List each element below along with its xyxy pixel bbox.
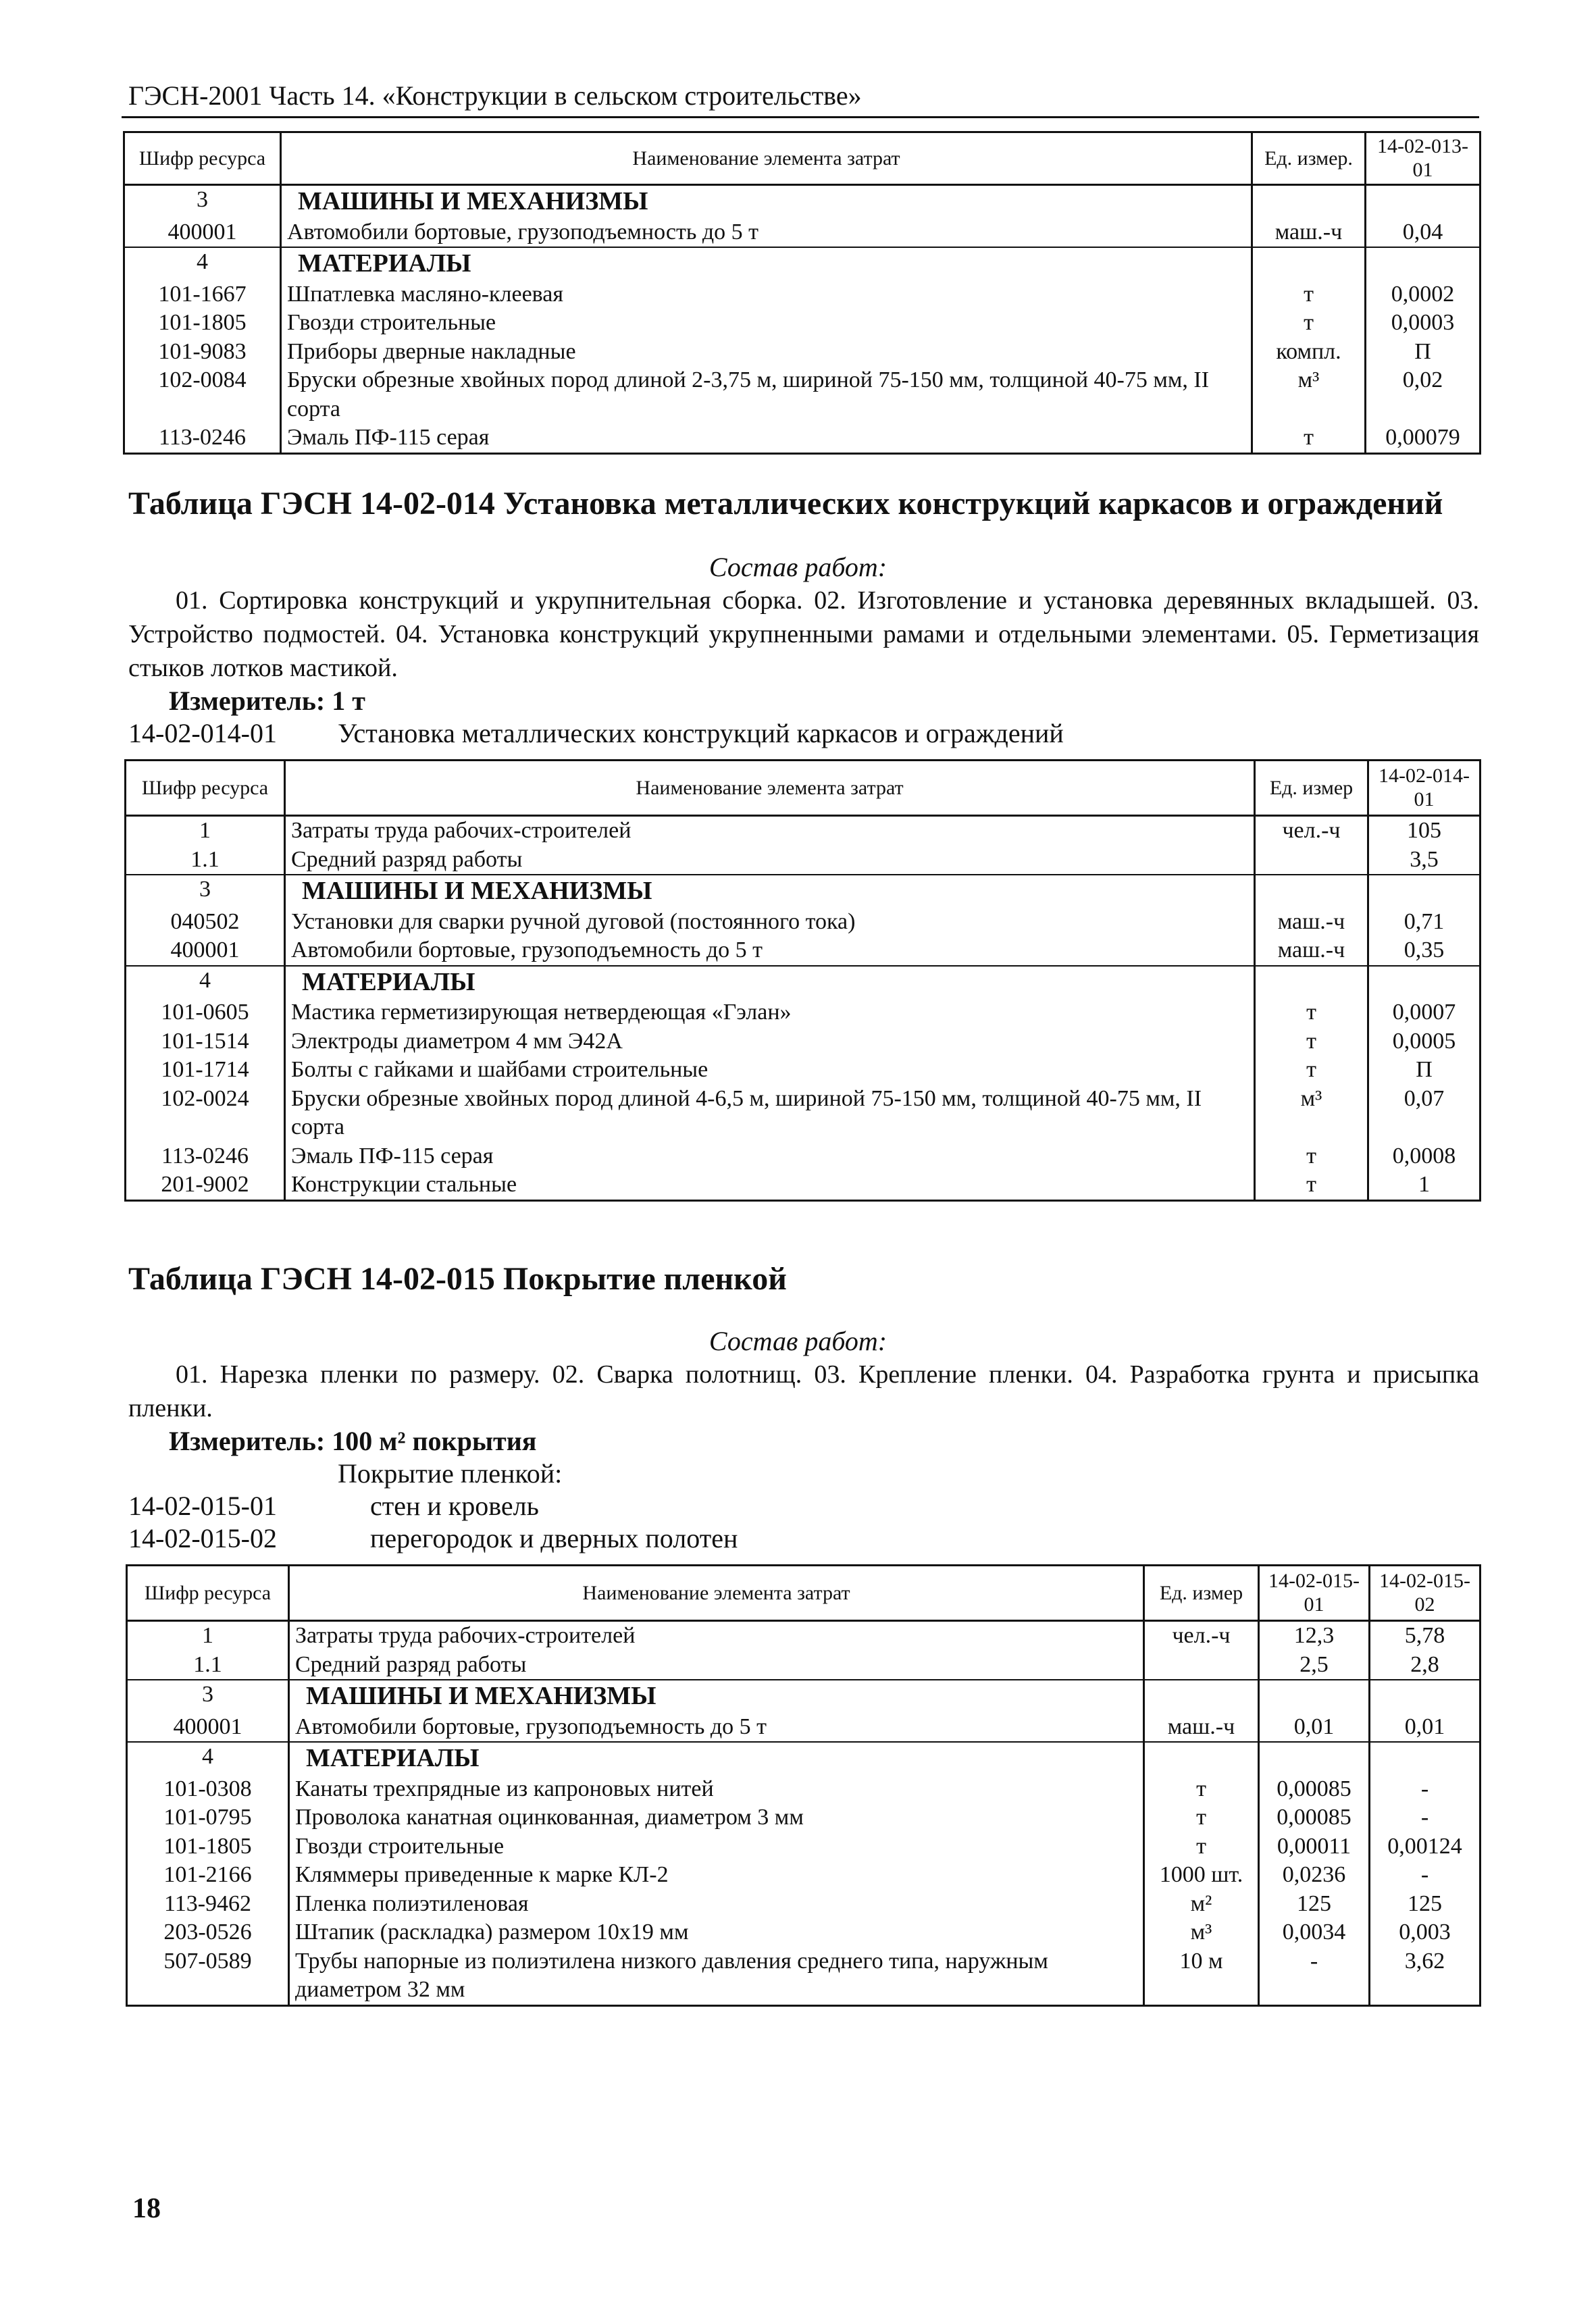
resource-code: 1.1 <box>127 1651 289 1680</box>
norm-value-1 <box>1368 875 1481 908</box>
resource-unit <box>1144 1651 1259 1680</box>
col-header-name: Наименование элемента затрат <box>289 1566 1144 1621</box>
resource-name: МАШИНЫ И МЕХАНИЗМЫ <box>281 185 1252 218</box>
resource-unit: компл. <box>1252 338 1366 367</box>
work-heading-015: Состав работ: <box>709 1326 887 1356</box>
col-header-norm: 14-02-014-01 <box>1368 761 1481 816</box>
resource-name: Электроды диаметром 4 мм Э42А <box>285 1027 1255 1056</box>
table-row <box>126 908 1481 937</box>
norm-value-1: 0,0236 <box>1259 1861 1370 1890</box>
resource-code: 400001 <box>124 218 281 248</box>
norm-value-2: 5,78 <box>1370 1621 1481 1651</box>
resource-name: Средний разряд работы <box>289 1651 1144 1680</box>
resource-code: 101-0308 <box>127 1775 289 1804</box>
resource-name: Гвозди строительные <box>281 309 1252 338</box>
table-row <box>126 846 1481 875</box>
resource-unit <box>1252 185 1366 218</box>
table-row <box>127 1803 1481 1832</box>
norm-value-2 <box>1370 1680 1481 1713</box>
norm-code: 14-02-015-02 <box>128 1523 277 1553</box>
col-header-name: Наименование элемента затрат <box>285 761 1255 816</box>
resource-unit: м³ <box>1144 1918 1259 1947</box>
resource-code: 400001 <box>127 1713 289 1743</box>
norm-value-2: 0,01 <box>1370 1713 1481 1743</box>
table-row <box>127 1651 1481 1680</box>
resource-code: 101-1667 <box>124 280 281 309</box>
norm-value-1: 12,3 <box>1259 1621 1370 1651</box>
resource-unit: т <box>1144 1775 1259 1804</box>
norm-value-1: 0,0007 <box>1368 998 1481 1027</box>
resource-unit <box>1255 846 1368 875</box>
table-row <box>124 280 1481 309</box>
resource-code: 113-0246 <box>126 1142 285 1171</box>
norm-value-1: 3,5 <box>1368 846 1481 875</box>
norm-value-1: 0,0034 <box>1259 1918 1370 1947</box>
norm-value-1 <box>1259 1742 1370 1775</box>
resource-name: Конструкции стальные <box>285 1171 1255 1200</box>
col-header-unit: Ед. измер <box>1144 1566 1259 1621</box>
norm-value-2: 0,00124 <box>1370 1832 1481 1861</box>
norm-value-1: 0,04 <box>1366 218 1481 248</box>
table-header-row <box>127 1566 1481 1621</box>
table-row <box>127 1775 1481 1804</box>
norm-value-2: 125 <box>1370 1890 1481 1919</box>
resource-code: 4 <box>127 1742 289 1775</box>
norm-value-1: П <box>1366 338 1481 367</box>
resource-code: 101-0605 <box>126 998 285 1027</box>
resource-unit: т <box>1144 1832 1259 1861</box>
table-row <box>126 1085 1481 1142</box>
resource-code: 101-1714 <box>126 1056 285 1085</box>
resource-name: Эмаль ПФ-115 серая <box>285 1142 1255 1171</box>
resource-name: Канаты трехпрядные из капроновых нитей <box>289 1775 1144 1804</box>
norm-value-1: 0,71 <box>1368 908 1481 937</box>
resource-unit: т <box>1255 1171 1368 1200</box>
resource-unit: м² <box>1144 1890 1259 1919</box>
col-header-norm-1: 14-02-015-01 <box>1259 1566 1370 1621</box>
table-header-row <box>126 761 1481 816</box>
table-row <box>124 218 1481 248</box>
resource-name: Автомобили бортовые, грузоподъемность до 5 т <box>281 218 1252 248</box>
resource-code: 1 <box>126 816 285 846</box>
measure-value: 1 т <box>332 686 365 716</box>
resource-code: 102-0024 <box>126 1085 285 1142</box>
page-number: 18 <box>132 2193 161 2224</box>
norm-value-2 <box>1370 1742 1481 1775</box>
table-row <box>127 1918 1481 1947</box>
resource-name: Эмаль ПФ-115 серая <box>281 423 1252 453</box>
resource-code: 201-9002 <box>126 1171 285 1200</box>
table-row <box>127 1861 1481 1890</box>
resource-code: 1.1 <box>126 846 285 875</box>
resource-unit: т <box>1144 1803 1259 1832</box>
resource-unit <box>1144 1680 1259 1713</box>
table-row <box>126 1056 1481 1085</box>
col-header-norm: 14-02-013-01 <box>1366 132 1481 185</box>
measure-label: Измеритель: <box>169 686 326 716</box>
resource-name: Автомобили бортовые, грузоподъемность до 5 т <box>289 1713 1144 1743</box>
measure-015 <box>169 1425 536 1457</box>
norm-value-1 <box>1366 185 1481 218</box>
resource-code: 4 <box>124 247 281 280</box>
norm-value-1: 1 <box>1368 1171 1481 1200</box>
table-row <box>126 816 1481 846</box>
norm-group-label: Покрытие пленкой: <box>338 1458 563 1489</box>
resource-unit: 10 м <box>1144 1947 1259 2006</box>
resource-code: 101-1514 <box>126 1027 285 1056</box>
table-row <box>127 1621 1481 1651</box>
norm-value-2: 2,8 <box>1370 1651 1481 1680</box>
resource-unit: маш.-ч <box>1255 936 1368 966</box>
resource-name: Средний разряд работы <box>285 846 1255 875</box>
running-header: ГЭСН-2001 Часть 14. «Конструкции в сельском строительстве» <box>128 80 862 111</box>
resource-name: Шпатлевка масляно-клеевая <box>281 280 1252 309</box>
resource-name: Бруски обрезные хвойных пород длиной 2-3,75 м, шириной 75-150 мм, толщиной 40-75 мм, II сорта <box>281 366 1252 423</box>
resource-code: 102-0084 <box>124 366 281 423</box>
resource-unit: т <box>1255 998 1368 1027</box>
table-row <box>124 423 1481 453</box>
resource-code: 040502 <box>126 908 285 937</box>
norm-value-1: 0,0008 <box>1368 1142 1481 1171</box>
resource-table-013 <box>123 131 1481 455</box>
resource-code: 113-9462 <box>127 1890 289 1919</box>
resource-name: Мастика герметизирующая нетвердеющая «Гэлан» <box>285 998 1255 1027</box>
resource-unit <box>1255 966 1368 999</box>
resource-name: Затраты труда рабочих-строителей <box>289 1621 1144 1651</box>
norm-value-1: 0,07 <box>1368 1085 1481 1142</box>
resource-name: МАТЕРИАЛЫ <box>281 247 1252 280</box>
table-row <box>124 309 1481 338</box>
resource-code: 203-0526 <box>127 1918 289 1947</box>
norm-value-1: 0,00085 <box>1259 1803 1370 1832</box>
resource-name: Гвозди строительные <box>289 1832 1144 1861</box>
resource-unit: т <box>1252 309 1366 338</box>
resource-name: Трубы напорные из полиэтилена низкого давления среднего типа, наружным диаметром 32 мм <box>289 1947 1144 2006</box>
resource-unit: т <box>1255 1142 1368 1171</box>
norm-value-1: 0,00079 <box>1366 423 1481 453</box>
resource-code: 101-1805 <box>124 309 281 338</box>
resource-unit: чел.-ч <box>1144 1621 1259 1651</box>
resource-name: Автомобили бортовые, грузоподъемность до 5 т <box>285 936 1255 966</box>
norm-value-1: 0,35 <box>1368 936 1481 966</box>
norm-value-2: - <box>1370 1861 1481 1890</box>
section-row <box>126 875 1481 908</box>
norm-value-2: 0,003 <box>1370 1918 1481 1947</box>
resource-code: 3 <box>126 875 285 908</box>
resource-name: МАТЕРИАЛЫ <box>289 1742 1144 1775</box>
col-header-name: Наименование элемента затрат <box>281 132 1252 185</box>
table-row <box>124 366 1481 423</box>
col-header-code: Шифр ресурса <box>127 1566 289 1621</box>
resource-table-014 <box>124 759 1481 1202</box>
norm-value-1: - <box>1259 1947 1370 2006</box>
col-header-norm-2: 14-02-015-02 <box>1370 1566 1481 1621</box>
resource-name: МАШИНЫ И МЕХАНИЗМЫ <box>289 1680 1144 1713</box>
resource-code: 101-0795 <box>127 1803 289 1832</box>
table-row <box>127 1890 1481 1919</box>
resource-unit: м³ <box>1252 366 1366 423</box>
resource-unit: маш.-ч <box>1255 908 1368 937</box>
col-header-code: Шифр ресурса <box>126 761 285 816</box>
measure-014 <box>169 685 365 717</box>
resource-unit: т <box>1252 280 1366 309</box>
col-header-unit: Ед. измер. <box>1252 132 1366 185</box>
measure-label: Измеритель: <box>169 1426 326 1456</box>
norm-value-2: - <box>1370 1775 1481 1804</box>
header-rule <box>122 116 1479 118</box>
resource-code: 3 <box>127 1680 289 1713</box>
resource-table-015 <box>126 1564 1481 2007</box>
resource-name: МАШИНЫ И МЕХАНИЗМЫ <box>285 875 1255 908</box>
section-title-014: Таблица ГЭСН 14-02-014 Установка металлических конструкций каркасов и ограждений <box>128 486 1443 521</box>
norm-code: 14-02-015-01 <box>128 1491 277 1521</box>
resource-code: 1 <box>127 1621 289 1651</box>
norm-value-1: 125 <box>1259 1890 1370 1919</box>
col-header-code: Шифр ресурса <box>124 132 281 185</box>
table-row <box>127 1832 1481 1861</box>
resource-unit: 1000 шт. <box>1144 1861 1259 1890</box>
norm-value-1: 0,00085 <box>1259 1775 1370 1804</box>
norm-value-1: 0,0005 <box>1368 1027 1481 1056</box>
table-row <box>127 1947 1481 2006</box>
section-title-015: Таблица ГЭСН 14-02-015 Покрытие пленкой <box>128 1261 787 1297</box>
section-row <box>127 1680 1481 1713</box>
norm-code: 14-02-014-01 <box>128 718 277 748</box>
norm-name: стен и кровель <box>370 1491 539 1521</box>
resource-name: Бруски обрезные хвойных пород длиной 4-6,5 м, шириной 75-150 мм, толщиной 40-75 мм, II сорта <box>285 1085 1255 1142</box>
resource-code: 101-9083 <box>124 338 281 367</box>
resource-code: 4 <box>126 966 285 999</box>
resource-name: Установки для сварки ручной дуговой (постоянного тока) <box>285 908 1255 937</box>
norm-name: перегородок и дверных полотен <box>370 1523 738 1553</box>
resource-code: 3 <box>124 185 281 218</box>
table-row <box>126 1171 1481 1200</box>
resource-unit <box>1144 1742 1259 1775</box>
resource-unit: маш.-ч <box>1252 218 1366 248</box>
norm-value-1 <box>1259 1680 1370 1713</box>
resource-code: 101-1805 <box>127 1832 289 1861</box>
resource-name: Пленка полиэтиленовая <box>289 1890 1144 1919</box>
norm-value-1: П <box>1368 1056 1481 1085</box>
section-row <box>124 247 1481 280</box>
resource-name: Проволока канатная оцинкованная, диаметром 3 мм <box>289 1803 1144 1832</box>
resource-name: Затраты труда рабочих-строителей <box>285 816 1255 846</box>
measure-value: 100 м² покрытия <box>332 1426 537 1456</box>
table-row <box>126 998 1481 1027</box>
resource-unit: маш.-ч <box>1144 1713 1259 1743</box>
section-row <box>127 1742 1481 1775</box>
table-header-row <box>124 132 1481 185</box>
table-row <box>126 1027 1481 1056</box>
resource-code: 400001 <box>126 936 285 966</box>
resource-unit <box>1255 875 1368 908</box>
resource-unit: м³ <box>1255 1085 1368 1142</box>
resource-unit: чел.-ч <box>1255 816 1368 846</box>
table-row <box>126 936 1481 966</box>
table-row <box>124 338 1481 367</box>
work-heading-014: Состав работ: <box>709 552 887 582</box>
work-text-015: 01. Нарезка пленки по размеру. 02. Сварка полотнищ. 03. Крепление пленки. 04. Разработка грунта и присыпка пленки. <box>128 1360 1479 1422</box>
resource-unit <box>1252 247 1366 280</box>
resource-name: Приборы дверные накладные <box>281 338 1252 367</box>
norm-value-1: 0,0003 <box>1366 309 1481 338</box>
norm-value-2: - <box>1370 1803 1481 1832</box>
resource-code: 113-0246 <box>124 423 281 453</box>
norm-value-1 <box>1366 247 1481 280</box>
section-row <box>126 966 1481 999</box>
norm-value-1: 0,00011 <box>1259 1832 1370 1861</box>
table-row <box>127 1713 1481 1743</box>
resource-name: Штапик (раскладка) размером 10х19 мм <box>289 1918 1144 1947</box>
section-row <box>124 185 1481 218</box>
norm-value-1: 2,5 <box>1259 1651 1370 1680</box>
col-header-unit: Ед. измер <box>1255 761 1368 816</box>
resource-name: МАТЕРИАЛЫ <box>285 966 1255 999</box>
resource-unit: т <box>1255 1027 1368 1056</box>
norm-value-1: 0,01 <box>1259 1713 1370 1743</box>
norm-value-2: 3,62 <box>1370 1947 1481 2006</box>
resource-code: 101-2166 <box>127 1861 289 1890</box>
norm-name: Установка металлических конструкций каркасов и ограждений <box>338 718 1064 748</box>
norm-value-1: 0,0002 <box>1366 280 1481 309</box>
resource-code: 507-0589 <box>127 1947 289 2006</box>
table-row <box>126 1142 1481 1171</box>
norm-value-1 <box>1368 966 1481 999</box>
norm-value-1: 105 <box>1368 816 1481 846</box>
norm-value-1: 0,02 <box>1366 366 1481 423</box>
resource-unit: т <box>1252 423 1366 453</box>
work-text-014: 01. Сортировка конструкций и укрупнительная сборка. 02. Изготовление и установка деревянных вкладышей. 03. Устройство подмостей. 04. Установка конструкций укрупненными рамами и отдельными элементами. 05. Герметизация стыков лотков мастикой. <box>128 586 1479 682</box>
resource-unit: т <box>1255 1056 1368 1085</box>
resource-name: Кляммеры приведенные к марке КЛ-2 <box>289 1861 1144 1890</box>
resource-name: Болты с гайками и шайбами строительные <box>285 1056 1255 1085</box>
